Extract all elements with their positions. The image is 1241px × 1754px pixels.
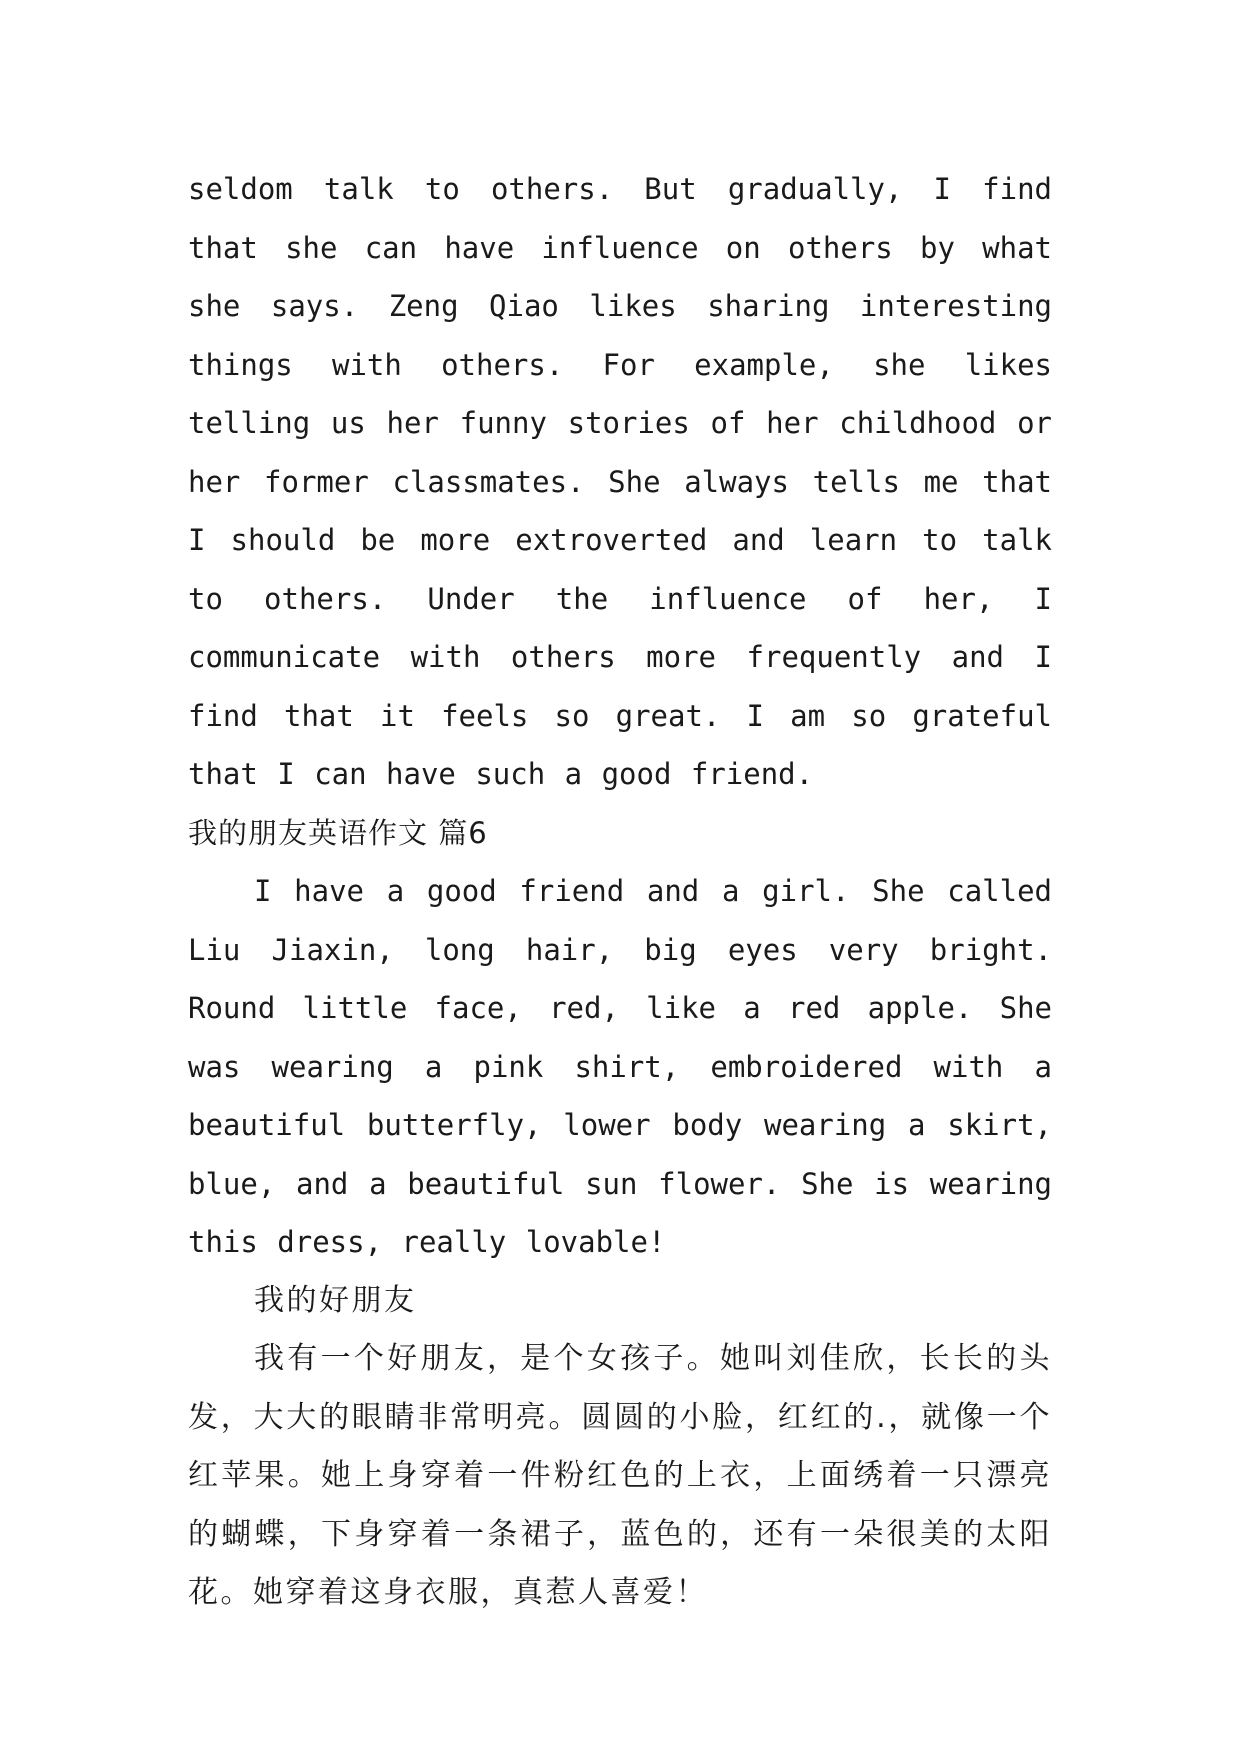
section-heading: 我的朋友英语作文 篇6 [188,815,488,850]
chinese-title: 我的好朋友 [254,1282,417,1318]
continued-paragraph: seldom talk to others. But gradually, I find that she can have influence on others by what she says. Zeng Qiao likes sharing interesting things with others. For example, she likes telling us her funny stories of her childhood or her former classmates. She always tells me that I should be more extroverted and learn to talk to others. Under the influence of her, I communicate with others more frequently and I find that it feels so great. I am so grateful that I can have such a good friend. [188,172,1052,791]
document-page [188,160,1052,1623]
english-paragraph: I have a good friend and a girl. She called Liu Jiaxin, long hair, big eyes very bright. Round little face, red, like a red apple. She was wearing a pink shirt, embroidered with a beautiful butterfly, lower body wearing a skirt, blue, and a beautiful sun flower. She is wearing this dress, really lovable! [188,874,1052,1259]
chinese-paragraph: 我有一个好朋友，是个女孩子。她叫刘佳欣，长长的头发，大大的眼睛非常明亮。圆圆的小脸，红红的.，就像一个红苹果。她上身穿着一件粉红色的上衣，上面绣着一只漂亮的蝴蝶，下身穿着一条裙子，蓝色的，还有一朵很美的太阳花。她穿着这身衣服，真惹人喜爱！ [188,1341,1052,1610]
